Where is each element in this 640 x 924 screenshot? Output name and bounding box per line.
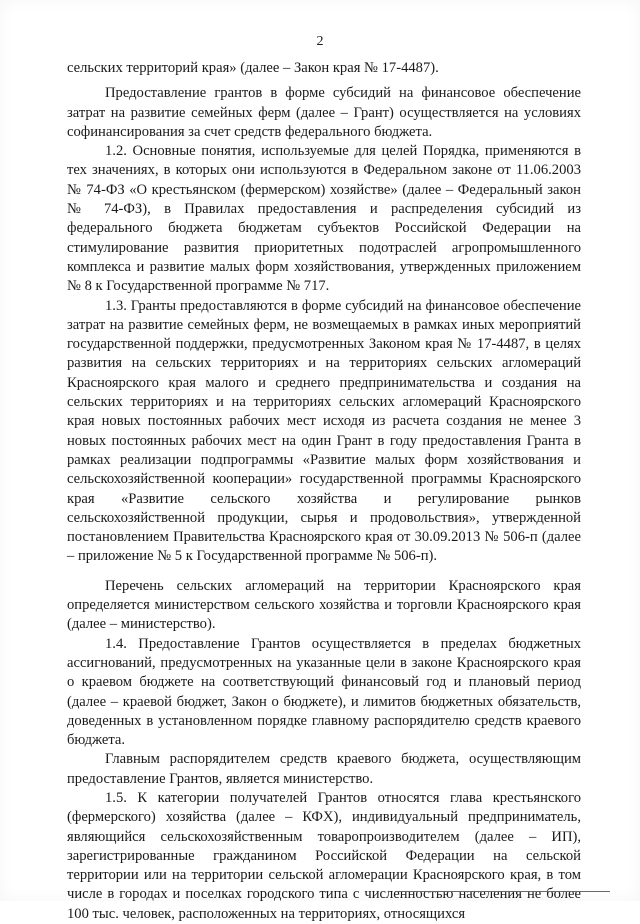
paragraph-1-5: 1.5. К категории получателей Грантов относятся глава крестьянского (фермерского) хозяйства (далее – КФХ), индивидуальный предприниматель, являющийся сельскохозяйственным товаропроизводителем (далее – ИП), зарегистрированные гражданином Российской Федерации на сельской территории или на территории сельской агломерации Красноярского края, в том числе в городах и поселках городского типа с численностью населения не более 100 тыс. человек, расположенных на территориях, относящихся xyxy=(67,789,581,922)
page-number: 2 xyxy=(316,34,324,49)
document-body xyxy=(67,59,581,924)
paragraph-gap xyxy=(67,567,581,577)
paragraph-1-3: 1.3. Гранты предоставляются в форме субсидий на финансовое обеспечение затрат на развитие семейных ферм, не возмещаемых в рамках иных мероприятий государственной поддержки, предусмотренных Законом края № 17-4487, в целях развития на сельских территориях и на территориях сельских агломераций Красноярского края малого и среднего предпринимательства и создания на сельских территориях и на территориях сельских агломераций Красноярского края новых постоянных рабочих мест исходя из расчета создания не менее 3 новых постоянных рабочих мест на один Грант в году предоставления Гранта в рамках реализации подпрограммы «Развитие малых форм хозяйствования и сельскохозяйственной кооперации» государственной программы Красноярского края «Развитие сельского хозяйства и регулирование рынков сельскохозяйственной продукции, сырья и продовольствия», утвержденной постановлением Правительства Красноярского края от 30.09.2013 № 506-п (далее – приложение № 5 к Государственной программе № 506-п). xyxy=(67,297,581,565)
paragraph-1-4: 1.4. Предоставление Грантов осуществляется в пределах бюджетных ассигнований, предусмотренных на указанные цели в законе Красноярского края о краевом бюджете на соответствующий финансовый год и плановый период (далее – краевой бюджет, Закон о бюджете), и лимитов бюджетных обязательств, доведенных в установленном порядке главному распорядителю средств краевого бюджета. xyxy=(67,635,581,749)
paragraph-main-administrator: Главным распорядителем средств краевого бюджета, осуществляющим предоставление Грантов, является министерство. xyxy=(67,751,581,787)
paragraph-continuation: сельских территорий края» (далее – Закон края № 17-4487). xyxy=(67,60,439,76)
paragraph-agglomerations: Перечень сельских агломераций на территории Красноярского края определяется министерством сельского хозяйства и торговли Красноярского края (далее – министерство). xyxy=(67,577,581,633)
paragraph-grant-definition: Предоставление грантов в форме субсидий на финансовое обеспечение затрат на развитие семейных ферм (далее – Грант) осуществляется на условиях софинансирования за счет средств федерального бюджета. xyxy=(67,85,581,140)
footer-rule xyxy=(396,891,610,892)
paragraph-1-2: 1.2. Основные понятия, используемые для целей Порядка, применяются в тех значениях, в которых они используются в Федеральном законе от 11.06.2003 № 74-ФЗ «О крестьянском (фермерском) хозяйстве» (далее – Федеральный закон № 74-ФЗ), в Правилах предоставления и распределения субсидий из федерального бюджета бюджетам субъектов Российской Федерации на стимулирование развития приоритетных подотраслей агропромышленного комплекса и развитие малых форм хозяйствования, утвержденных приложением № 8 к Государственной программе № 717. xyxy=(67,143,581,295)
